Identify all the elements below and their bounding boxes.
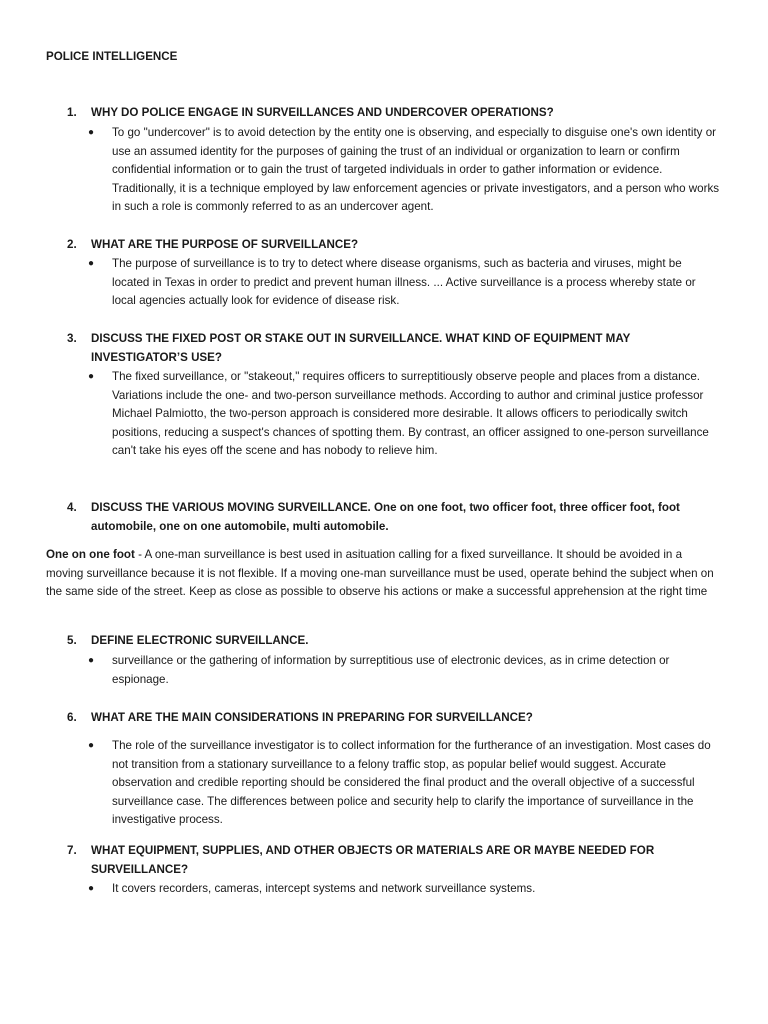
question-number: 6. — [67, 711, 77, 724]
question-7 — [67, 842, 717, 879]
one-on-one-foot-paragraph — [46, 546, 722, 602]
answer-1 — [88, 124, 720, 217]
answer-3 — [88, 368, 720, 461]
answer-text: The purpose of surveillance is to try to detect where disease organisms, such as bacteria and viruses, might be located in Texas in order to predict and prevent human illness. ... Active surveillance is a process whereby state or local agencies actually look for evidence of disease risk. — [112, 257, 696, 307]
question-number: 1. — [67, 106, 77, 119]
bullet-icon: ● — [88, 655, 95, 666]
question-6 — [67, 709, 717, 728]
question-5 — [67, 632, 717, 651]
question-4 — [67, 499, 717, 536]
question-text: DISCUSS THE VARIOUS MOVING SURVEILLANCE. One on one foot, two officer foot, three officer foot, foot automobile, one on one automobile, multi automobile. — [91, 501, 680, 533]
paragraph-lead: One on one foot — [46, 548, 135, 561]
answer-5 — [88, 652, 720, 689]
question-text: WHAT EQUIPMENT, SUPPLIES, AND OTHER OBJECTS OR MATERIALS ARE OR MAYBE NEEDED FOR SURVEILLANCE? — [91, 844, 655, 876]
question-number: 4. — [67, 501, 77, 514]
question-text: WHAT ARE THE MAIN CONSIDERATIONS IN PREPARING FOR SURVEILLANCE? — [91, 711, 533, 724]
question-number: 5. — [67, 634, 77, 647]
question-3 — [67, 330, 717, 367]
question-text: WHAT ARE THE PURPOSE OF SURVEILLANCE? — [91, 238, 359, 251]
answer-text: It covers recorders, cameras, intercept systems and network surveillance systems. — [112, 882, 536, 895]
question-1 — [67, 104, 717, 123]
question-text: DEFINE ELECTRONIC SURVEILLANCE. — [91, 634, 309, 647]
answer-text: The fixed surveillance, or "stakeout," requires officers to surreptitiously observe people and places from a distance. Variations include the one- and two-person surveillance methods. According to author and criminal justice professor Michael Palmiotto, the two-person approach is considered more desirable. It allows officers to periodically switch positions, reducing a suspect's chances of spotting them. By contrast, an officer assigned to one-person surveillance can't take his eyes off the scene and has nobody to relieve him. — [112, 370, 709, 457]
question-number: 7. — [67, 844, 77, 857]
question-number: 3. — [67, 332, 77, 345]
bullet-icon: ● — [88, 127, 95, 138]
paragraph-text: - A one-man surveillance is best used in asituation calling for a fixed surveillance. It should be avoided in a moving surveillance because it is not flexible. If a moving one-man surveillance must be used, operate behind the subject when on the same side of the street. Keep as close as possible to observe his actions or make a successful apprehension at the right time — [46, 548, 714, 598]
question-number: 2. — [67, 238, 77, 251]
answer-text: The role of the surveillance investigator is to collect information for the furtherance of an investigation. Most cases do not transition from a stationary surveillance to a felony traffic stop, as popular belief would suggest. Accurate observation and credible reporting should be considered the final product and the overall objective of a successful surveillance case. The differences between police and security help to clarify the importance of surveillance in the investigative process. — [112, 739, 711, 826]
answer-6 — [88, 737, 720, 830]
bullet-icon: ● — [88, 883, 95, 894]
answer-text: To go "undercover" is to avoid detection by the entity one is observing, and especially to disguise one's own identity or use an assumed identity for the purposes of gaining the trust of an individual or organization to learn or confirm confidential information or to gain the trust of targeted individuals in order to gather information or evidence. Traditionally, it is a technique employed by law enforcement agencies or private investigators, and a person who works in such a role is commonly referred to as an undercover agent. — [112, 126, 720, 213]
bullet-icon: ● — [88, 258, 95, 269]
question-2 — [67, 236, 717, 255]
document-title: POLICE INTELLIGENCE — [46, 50, 178, 63]
question-text: DISCUSS THE FIXED POST OR STAKE OUT IN SURVEILLANCE. WHAT KIND OF EQUIPMENT MAY INVESTIGATOR’S USE? — [91, 332, 631, 364]
answer-text: surveillance or the gathering of information by surreptitious use of electronic devices, as in crime detection or espionage. — [112, 654, 670, 686]
question-text: WHY DO POLICE ENGAGE IN SURVEILLANCES AND UNDERCOVER OPERATIONS? — [91, 106, 554, 119]
bullet-icon: ● — [88, 740, 95, 751]
bullet-icon: ● — [88, 371, 95, 382]
answer-7 — [88, 880, 720, 899]
answer-2 — [88, 255, 720, 311]
